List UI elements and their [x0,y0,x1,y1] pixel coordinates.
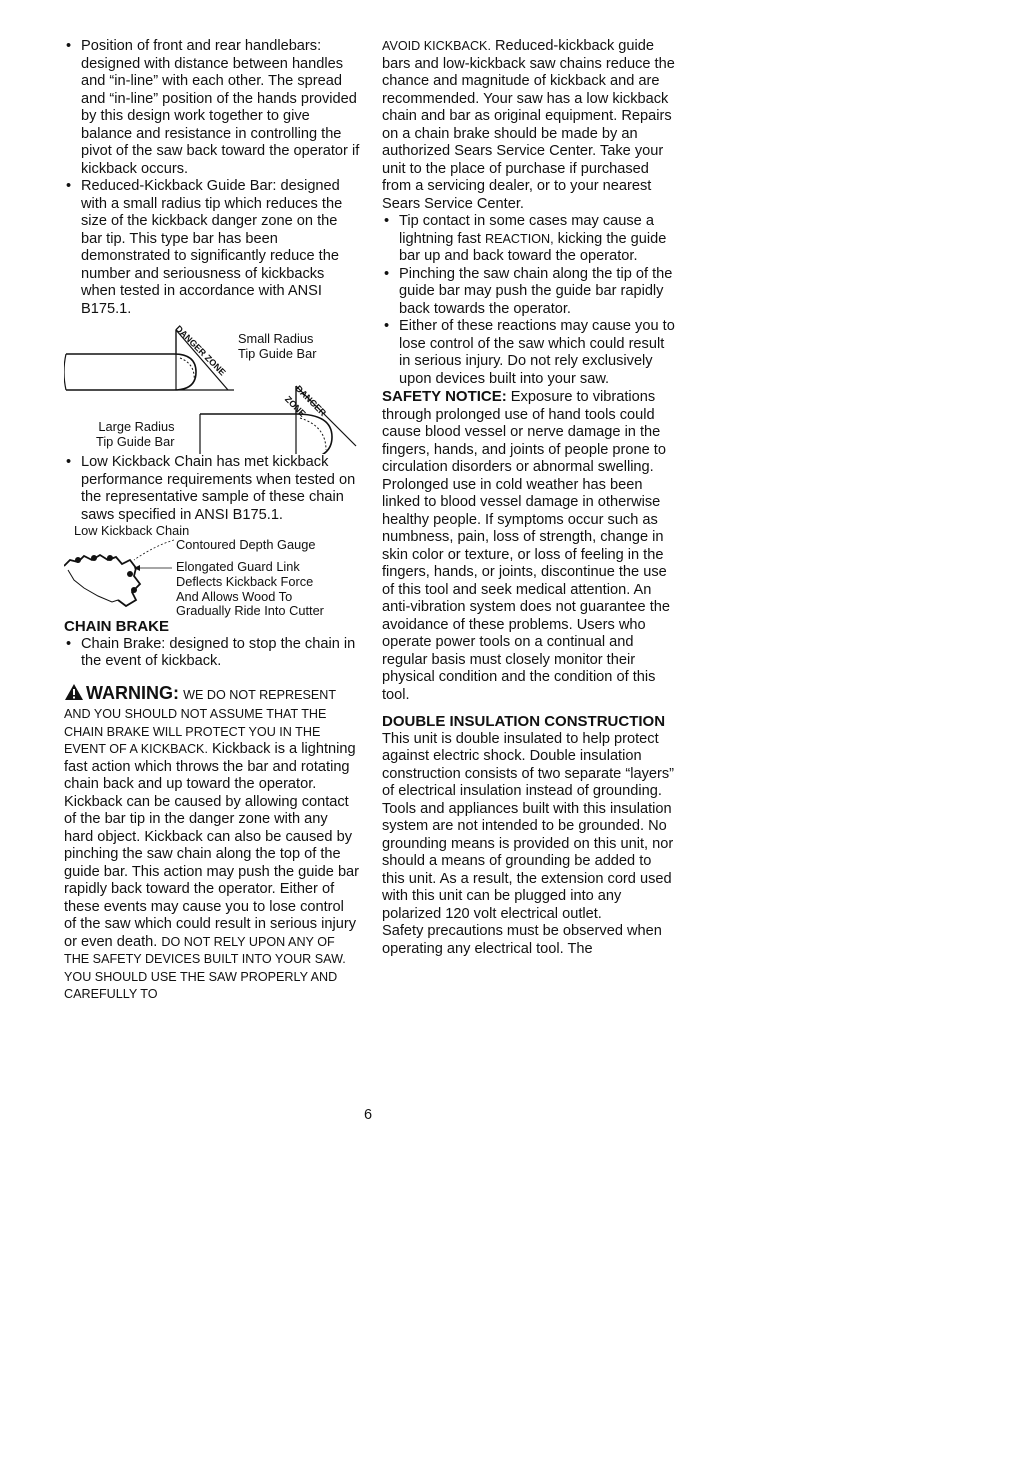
warning-caps: WE DO NOT REPRESENT AND YOU SHOULD NOT ASSUME THAT THE CHAIN BRAKE WILL PROTECT YOU IN THE EVENT OF A KICKBACK. [64,687,336,756]
safety-notice-body: Exposure to vibrations through prolonged use of hand tools could cause blood vessel or nerve damage in the fingers, hands, and joints of people prone to circulation disorders or abnormal swelling. Prolonged use in cold weather has been linked to blood vessel damage in otherwise healthy people. If symptoms occur such as numbness, pain, loss of strength, change in skin color or texture, or loss of feeling in the fingers, hands, or joints, discontinue the use of this tool and seek medical attention. An anti-vibration system does not guarantee the avoidance of these problems. Users who operate power tools on a continual and regular basis must closely monitor their physical condition and the condition of this tool. [382,389,670,703]
list-item: • Position of front and rear handlebars: designed with distance between handles and “in-line” with each other. The spread and “in-line” position of the hands provided by this design work together to give balance and resistance in controlling the pivot of the saw back toward the operator if kickback occurs. [64,38,360,178]
bullet-caps: REACTION, [485,231,554,246]
depth-gauge-label: Contoured Depth Gauge [176,537,316,552]
avoid-kickback-caps: AVOID KICKBACK. [382,39,491,53]
bullet-text: Tip contact in some cases may cause a lightning fast [399,213,654,247]
list-item: • Pinching the saw chain along the tip of the guide bar may push the guide bar rapidly back towards the operator. [382,266,678,319]
double-insulation-p1: This unit is double insulated to help protect against electric shock. Double insulation construction consists of two separate “layers” of electrical insulation instead of grounding. [382,730,674,799]
large-radius-label: Large Radius Tip Guide Bar [96,419,175,449]
avoid-kickback-paragraph [382,38,678,213]
list-item [382,213,678,266]
guide-bar-figure [64,324,360,454]
warning-label: WARNING: [86,682,179,703]
avoid-kickback-body: Reduced-kickback guide bars and low-kickback saw chains reduce the chance and magnitude of kickback and are recommended. Your saw has a low kickback chain and bar as original equipment. Repairs on a chain brake should be made by an authorized Sears Service Center. Take your unit to the place of purchase if purchased from a servicing dealer, or to your nearest Sears Service Center. [382,38,675,212]
reaction-bullets [382,213,678,388]
safety-notice-label: SAFETY NOTICE: [382,388,507,405]
handlebar-bullets [64,38,360,318]
bullet-text: kicking the guide bar up and back toward the operator. [399,230,667,264]
safety-notice [382,388,678,704]
warning-triangle-icon [64,683,84,707]
danger-zone-label: DANGER ZONE [173,323,228,378]
small-radius-label: Small Radius Tip Guide Bar [238,331,317,361]
right-column [382,38,678,958]
low-kickback-chain-figure [64,523,360,619]
guard-link-label: Elongated Guard Link Deflects Kickback Force And Allows Wood To Gradually Ride Into Cutter [176,559,324,619]
list-item: • Reduced-Kickback Guide Bar: designed with a small radius tip which reduces the size of the kickback danger zone on the bar tip. This type bar has been demonstrated to significantly reduce the number and seriousness of kickbacks when tested in accordance with ANSI B175.1. [64,178,360,318]
warning-block [64,683,360,1004]
warning-body: Kickback is a lightning fast action which throws the bar and rotating chain back and up toward the operator. Kickback can be caused by allowing contact of the bar tip in the danger zone with any hard object. Kickback can also be caused by pinching the saw chain along the top of the guide bar. This action may push the guide bar rapidly back toward the operator. Either of these events may cause you to lose control of the saw which could result in serious injury or even death. [64,741,360,950]
chain-figure-title: Low Kickback Chain [74,523,190,538]
chain-bullets [64,454,360,524]
page-number: 6 [364,1107,373,1123]
list-item: • Either of these reactions may cause you to lose control of the saw which could result in serious injury. Do not rely exclusively upon devices built into your saw. [382,318,678,388]
double-insulation-heading: DOUBLE INSULATION CONSTRUCTION [382,713,666,730]
double-insulation-p3: Safety precautions must be observed when operating any electrical tool. The [382,923,662,957]
chain-brake-heading: CHAIN BRAKE [64,618,169,635]
list-item: • Chain Brake: designed to stop the chain in the event of kickback. [64,636,360,671]
left-column [64,38,360,1004]
chain-brake-bullets [64,636,360,671]
double-insulation-p2: Tools and appliances built with this insulation system are not intended to be grounded. No grounding means is provided on this unit, nor should a means of grounding be added to this unit. As a result, the extension cord used with this unit can be plugged into any polarized 120 volt electrical outlet. [382,800,674,922]
danger-zone-label: DANGER ZONE [283,383,329,419]
list-item: • Low Kickback Chain has met kickback performance requirements when tested on the representative sample of these chain saws specified in ANSI B175.1. [64,454,360,524]
warning-caps-2: DO NOT RELY UPON ANY OF THE SAFETY DEVICES BUILT INTO YOUR SAW. YOU SHOULD USE THE SAW PROPERLY AND CAREFULLY TO [64,934,346,1001]
